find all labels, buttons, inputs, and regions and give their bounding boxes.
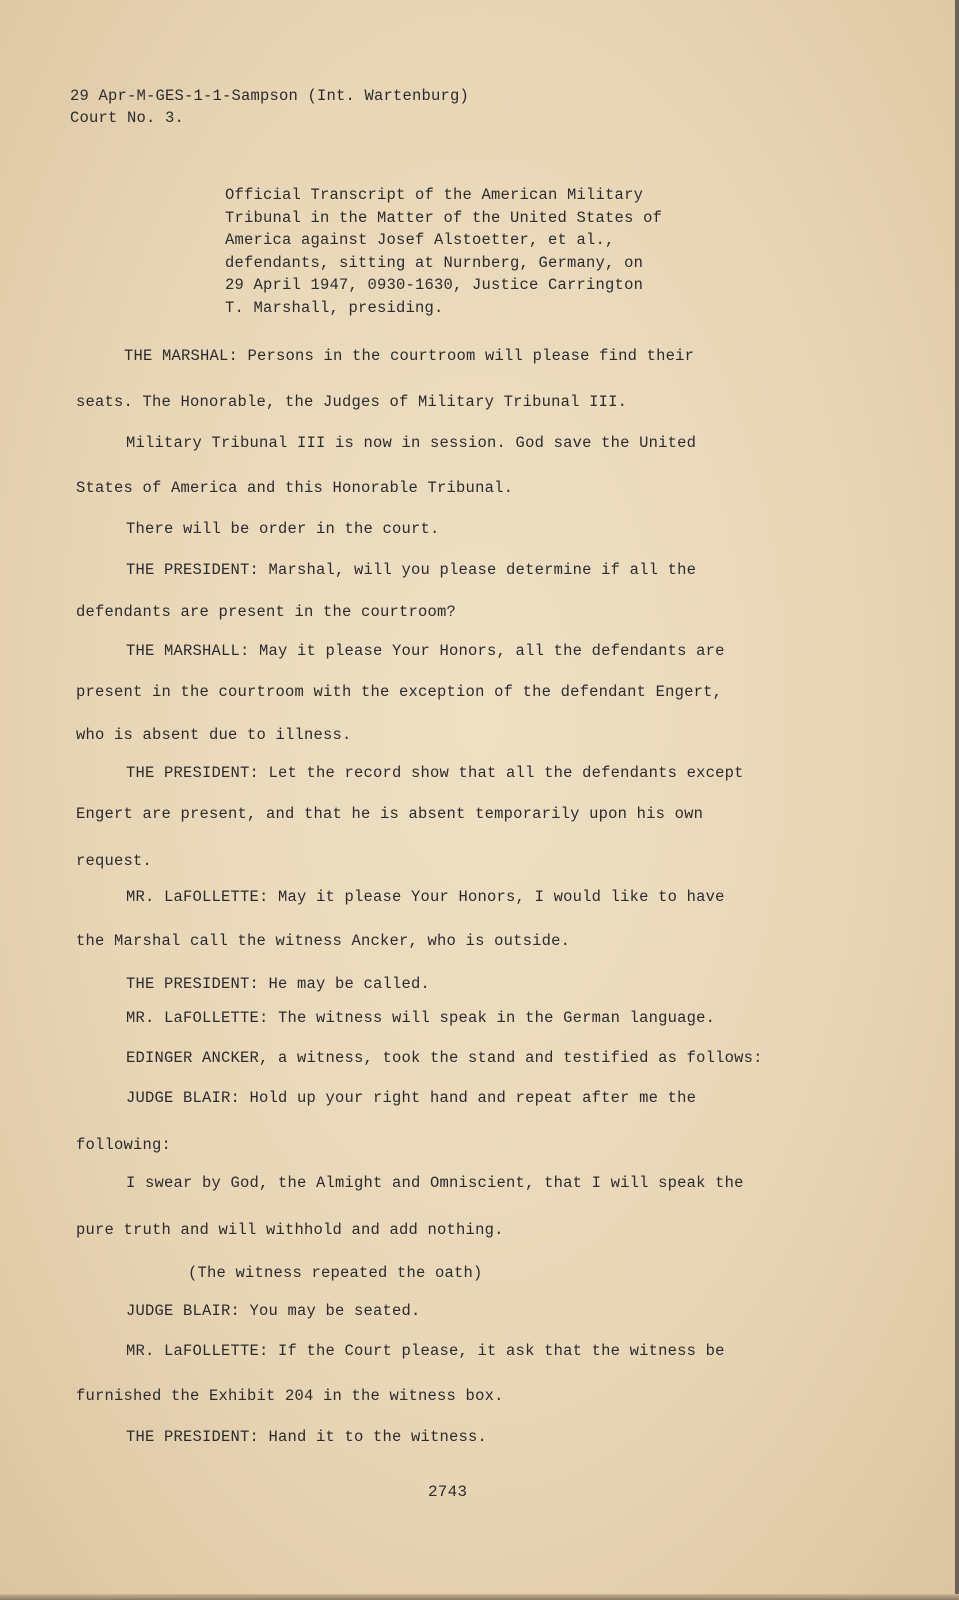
transcript-line: JUDGE BLAIR: You may be seated.	[126, 1302, 421, 1320]
transcript-line: MR. LaFOLLETTE: If the Court please, it ask that the witness be	[126, 1342, 725, 1360]
transcript-line: who is absent due to illness.	[76, 726, 352, 744]
transcript-line: request.	[76, 852, 153, 870]
transcript-line: I swear by God, the Almight and Omniscient, that I will speak the	[126, 1174, 744, 1192]
transcript-line: THE MARSHAL: Persons in the courtroom will please find their	[124, 347, 695, 365]
scan-edge-shadow	[955, 0, 959, 1600]
page-number: 2743	[428, 1483, 468, 1501]
transcript-caption	[225, 184, 662, 319]
transcript-line: pure truth and will withhold and add nothing.	[76, 1221, 504, 1239]
scan-bottom-shadow	[0, 1594, 959, 1600]
transcript-line: EDINGER ANCKER, a witness, took the stand and testified as follows:	[126, 1049, 763, 1067]
header-court-number: Court No. 3.	[70, 109, 185, 127]
header-reference: 29 Apr-M-GES-1-1-Sampson (Int. Wartenburg)	[70, 87, 470, 105]
transcript-line: furnished the Exhibit 204 in the witness box.	[76, 1387, 504, 1405]
caption-line: 29 April 1947, 0930-1630, Justice Carrington	[225, 276, 644, 294]
transcript-line: JUDGE BLAIR: Hold up your right hand and repeat after me the	[126, 1089, 697, 1107]
transcript-line: THE PRESIDENT: Marshal, will you please determine if all the	[126, 561, 697, 579]
transcript-line: THE MARSHALL: May it please Your Honors, all the defendants are	[126, 642, 725, 660]
transcript-line: THE PRESIDENT: Let the record show that all the defendants except	[126, 764, 744, 782]
transcript-line: THE PRESIDENT: He may be called.	[126, 975, 431, 993]
transcript-line: Engert are present, and that he is absent temporarily upon his own	[76, 805, 704, 823]
transcript-line: MR. LaFOLLETTE: May it please Your Honors, I would like to have	[126, 888, 725, 906]
transcript-line: States of America and this Honorable Tribunal.	[76, 479, 514, 497]
transcript-line: following:	[76, 1136, 172, 1154]
caption-line: Official Transcript of the American Military	[225, 186, 644, 204]
transcript-line: There will be order in the court.	[126, 520, 440, 538]
transcript-line: MR. LaFOLLETTE: The witness will speak in the German language.	[126, 1009, 716, 1027]
transcript-line: (The witness repeated the oath)	[188, 1264, 483, 1282]
transcript-line: defendants are present in the courtroom?	[76, 603, 457, 621]
transcript-line: THE PRESIDENT: Hand it to the witness.	[126, 1428, 488, 1446]
transcript-line: the Marshal call the witness Ancker, who is outside.	[76, 932, 571, 950]
caption-line: defendants, sitting at Nurnberg, Germany, on	[225, 253, 644, 272]
transcript-line: present in the courtroom with the exception of the defendant Engert,	[76, 683, 723, 701]
transcript-line: seats. The Honorable, the Judges of Military Tribunal III.	[76, 393, 628, 411]
transcript-line: Military Tribunal III is now in session. God save the United	[126, 434, 697, 452]
caption-line: America against Josef Alstoetter, et al.,	[225, 231, 615, 249]
caption-line: T. Marshall, presiding.	[225, 298, 444, 317]
document-header	[70, 85, 469, 129]
caption-line: Tribunal in the Matter of the United States of	[225, 208, 663, 227]
